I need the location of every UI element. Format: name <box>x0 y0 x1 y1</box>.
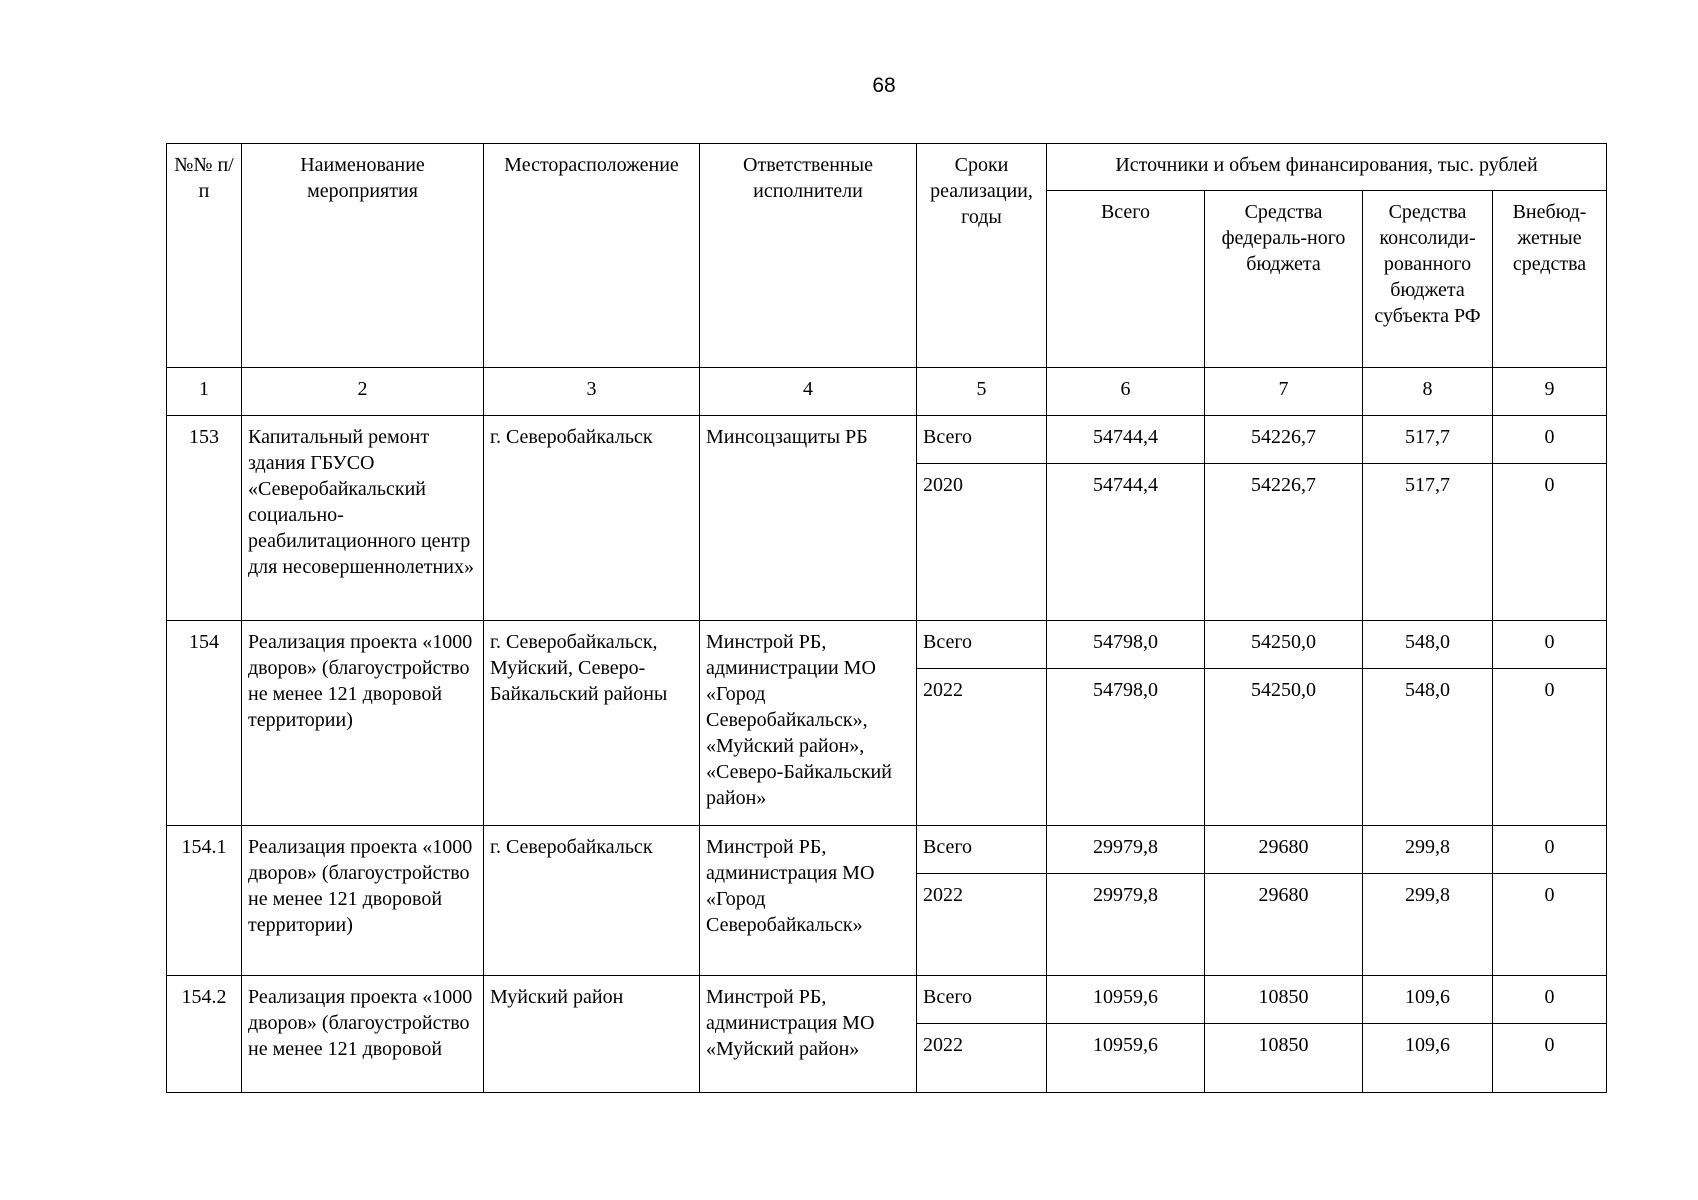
row-regional: 548,0 <box>1363 621 1493 669</box>
row-regional: 299,8 <box>1363 874 1493 976</box>
row-location: Муйский район <box>484 976 700 1093</box>
header-total: Всего <box>1047 191 1205 368</box>
row-num: 154.2 <box>167 976 242 1093</box>
row-name: Реализация проекта «1000 дворов» (благоустройство не менее 121 дворовой <box>242 976 484 1093</box>
header-extrabudget: Внебюд-жетные средства <box>1493 191 1607 368</box>
table-row <box>167 976 1607 1024</box>
row-location: г. Северобайкальск, Муйский, Северо-Байкальский районы <box>484 621 700 826</box>
header-name: Наименование мероприятия <box>242 144 484 368</box>
row-executors: Минстрой РБ, администрация МО «Город Северобайкальск» <box>700 826 917 976</box>
row-executors: Минстрой РБ, администрации МО «Город Северобайкальск», «Муйский район», «Северо-Байкальский район» <box>700 621 917 826</box>
row-regional: 517,7 <box>1363 464 1493 621</box>
row-executors: Минсоцзащиты РБ <box>700 416 917 621</box>
row-name: Капитальный ремонт здания ГБУСО «Северобайкальский социально-реабилитационного центр для несовершеннолетних» <box>242 416 484 621</box>
row-name: Реализация проекта «1000 дворов» (благоустройство не менее 121 дворовой территории) <box>242 826 484 976</box>
row-term: Всего <box>917 621 1047 669</box>
row-regional: 109,6 <box>1363 976 1493 1024</box>
header-num: №№ п/п <box>167 144 242 368</box>
header-regional: Средства консолиди-рованного бюджета субъекта РФ <box>1363 191 1493 368</box>
row-num: 154 <box>167 621 242 826</box>
column-number: 7 <box>1205 368 1363 416</box>
row-federal: 29680 <box>1205 874 1363 976</box>
row-total: 29979,8 <box>1047 874 1205 976</box>
row-federal: 10850 <box>1205 1024 1363 1093</box>
header-federal: Средства федераль-ного бюджета <box>1205 191 1363 368</box>
column-number: 2 <box>242 368 484 416</box>
column-number: 5 <box>917 368 1047 416</box>
row-extra: 0 <box>1493 416 1607 464</box>
column-number: 6 <box>1047 368 1205 416</box>
column-number: 4 <box>700 368 917 416</box>
header-terms: Сроки реализации, годы <box>917 144 1047 368</box>
column-number: 1 <box>167 368 242 416</box>
row-term: 2020 <box>917 464 1047 621</box>
header-location: Месторасположение <box>484 144 700 368</box>
row-term: Всего <box>917 976 1047 1024</box>
column-number: 8 <box>1363 368 1493 416</box>
row-extra: 0 <box>1493 826 1607 874</box>
table-row <box>167 826 1607 874</box>
table-row <box>167 416 1607 464</box>
row-extra: 0 <box>1493 1024 1607 1093</box>
row-total: 10959,6 <box>1047 976 1205 1024</box>
row-term: Всего <box>917 826 1047 874</box>
row-location: г. Северобайкальск <box>484 826 700 976</box>
column-number-row <box>167 368 1607 416</box>
financing-table <box>166 143 1607 1093</box>
row-term: Всего <box>917 416 1047 464</box>
row-term: 2022 <box>917 874 1047 976</box>
column-number: 9 <box>1493 368 1607 416</box>
row-num: 153 <box>167 416 242 621</box>
row-federal: 10850 <box>1205 976 1363 1024</box>
row-federal: 54250,0 <box>1205 669 1363 826</box>
row-term: 2022 <box>917 669 1047 826</box>
table-row <box>167 621 1607 669</box>
page-number: 68 <box>872 74 896 97</box>
row-extra: 0 <box>1493 464 1607 621</box>
row-location: г. Северобайкальск <box>484 416 700 621</box>
row-total: 54744,4 <box>1047 416 1205 464</box>
row-federal: 54226,7 <box>1205 464 1363 621</box>
row-executors: Минстрой РБ, администрация МО «Муйский район» <box>700 976 917 1093</box>
row-regional: 109,6 <box>1363 1024 1493 1093</box>
row-total: 54798,0 <box>1047 669 1205 826</box>
row-extra: 0 <box>1493 621 1607 669</box>
row-federal: 54226,7 <box>1205 416 1363 464</box>
row-extra: 0 <box>1493 669 1607 826</box>
header-funding-group: Источники и объем финансирования, тыс. рублей <box>1047 144 1607 191</box>
row-total: 10959,6 <box>1047 1024 1205 1093</box>
row-federal: 29680 <box>1205 826 1363 874</box>
row-total: 54744,4 <box>1047 464 1205 621</box>
column-number: 3 <box>484 368 700 416</box>
row-total: 29979,8 <box>1047 826 1205 874</box>
row-regional: 517,7 <box>1363 416 1493 464</box>
row-term: 2022 <box>917 1024 1047 1093</box>
row-regional: 548,0 <box>1363 669 1493 826</box>
row-name: Реализация проекта «1000 дворов» (благоустройство не менее 121 дворовой территории) <box>242 621 484 826</box>
row-regional: 299,8 <box>1363 826 1493 874</box>
row-extra: 0 <box>1493 976 1607 1024</box>
row-total: 54798,0 <box>1047 621 1205 669</box>
row-extra: 0 <box>1493 874 1607 976</box>
row-num: 154.1 <box>167 826 242 976</box>
row-federal: 54250,0 <box>1205 621 1363 669</box>
header-executors: Ответственные исполнители <box>700 144 917 368</box>
